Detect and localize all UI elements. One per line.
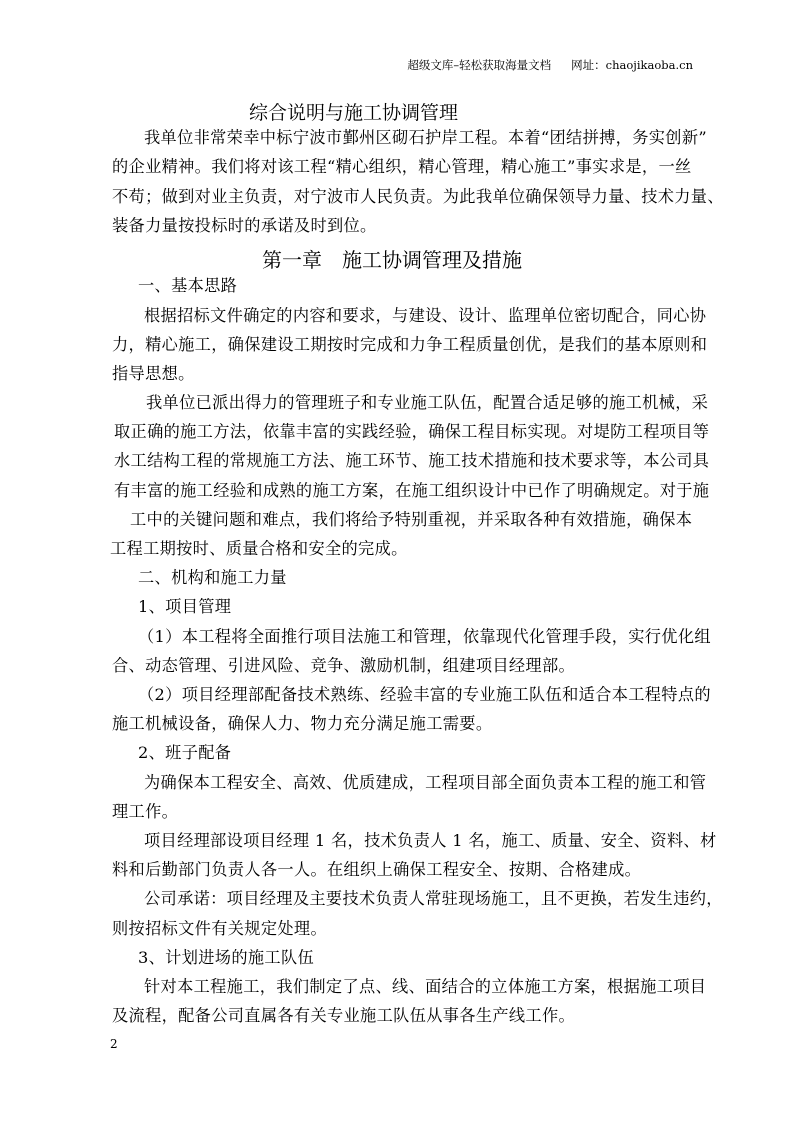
- subsection-heading: 3、计划进场的施工队伍: [138, 948, 315, 967]
- paragraph-line: 料和后勤部门负责人各一人。在组织上确保工程安全、按期、合格建成。: [112, 860, 642, 879]
- intro-line: 不苟；做到对业主负责，对宁波市人民负责。为此我单位确保领导力量、技术力量、: [112, 187, 724, 206]
- paragraph-line: 则按招标文件有关规定处理。: [112, 919, 327, 938]
- paragraph-line: 公司承诺：项目经理及主要技术负责人常驻现场施工，且不更换，若发生违约，: [144, 889, 723, 908]
- paragraph-line: 取正确的施工方法，依靠丰富的实践经验，确保工程目标实现。对堤防工程项目等: [114, 422, 710, 441]
- paragraph-line: （1）本工程将全面推行项目法施工和管理，依靠现代化管理手段，实行优化组: [138, 627, 711, 646]
- document-title: 综合说明与施工协调管理: [249, 102, 459, 124]
- paragraph-line: （2）项目经理部配备技术熟练、经验丰富的专业施工队伍和适合本工程特点的: [138, 685, 711, 704]
- paragraph-line: 合、动态管理、引进风险、竞争、激励机制，组建项目经理部。: [112, 656, 576, 675]
- subsection-heading: 1、项目管理: [138, 597, 232, 616]
- header-site-name: 超级文库–轻松获取海量文档: [407, 58, 552, 72]
- page-header: [407, 57, 693, 73]
- chapter-title: 第一章 施工协调管理及措施: [262, 248, 522, 272]
- intro-line: 我单位非常荣幸中标宁波市鄞州区砌石护岸工程。本着“团结拼搏，务实创新”: [144, 128, 707, 147]
- paragraph-line: 为确保本工程安全、高效、优质建成，工程项目部全面负责本工程的施工和管: [144, 773, 707, 792]
- intro-line: 的企业精神。我们将对该工程“精心组织，精心管理，精心施工”事实求是，一丝: [112, 157, 692, 176]
- section-heading: 二、机构和施工力量: [138, 568, 287, 587]
- page-number: 2: [110, 1037, 118, 1051]
- paragraph-line: 理工作。: [112, 802, 179, 821]
- paragraph-line: 根据招标文件确定的内容和要求，与建设、设计、监理单位密切配合，同心协: [144, 306, 707, 325]
- section-heading: 一、基本思路: [138, 276, 238, 295]
- header-url: 网址：chaojikaoba.cn: [571, 58, 693, 72]
- paragraph-line: 工程工期按时、质量合格和安全的完成。: [110, 539, 408, 558]
- paragraph-line: 水工结构工程的常规施工方法、施工环节、施工技术措施和技术要求等，本公司具: [114, 451, 710, 470]
- paragraph-line: 及流程，配备公司直属各有关专业施工队伍从事各生产线工作。: [112, 1006, 576, 1025]
- paragraph-line: 项目经理部设项目经理 1 名，技术负责人 1 名，施工、质量、安全、资料、材: [144, 831, 717, 850]
- paragraph-line: 我单位已派出得力的管理班子和专业施工队伍，配置合适足够的施工机械，采: [146, 393, 709, 412]
- paragraph-line: 工中的关键问题和难点，我们将给予特别重视，并采取各种有效措施，确保本: [130, 510, 693, 529]
- paragraph-line: 力，精心施工，确保建设工期按时完成和力争工程质量创优，是我们的基本原则和: [112, 335, 708, 354]
- paragraph-line: 有丰富的施工经验和成熟的施工方案，在施工组织设计中已作了明确规定。对于施: [114, 481, 710, 500]
- subsection-heading: 2、班子配备: [138, 743, 232, 762]
- paragraph-line: 针对本工程施工，我们制定了点、线、面结合的立体施工方案，根据施工项目: [144, 977, 707, 996]
- paragraph-line: 施工机械设备，确保人力、物力充分满足施工需要。: [112, 714, 493, 733]
- intro-line: 装备力量按投标时的承诺及时到位。: [112, 216, 377, 235]
- paragraph-line: 指导思想。: [112, 364, 195, 383]
